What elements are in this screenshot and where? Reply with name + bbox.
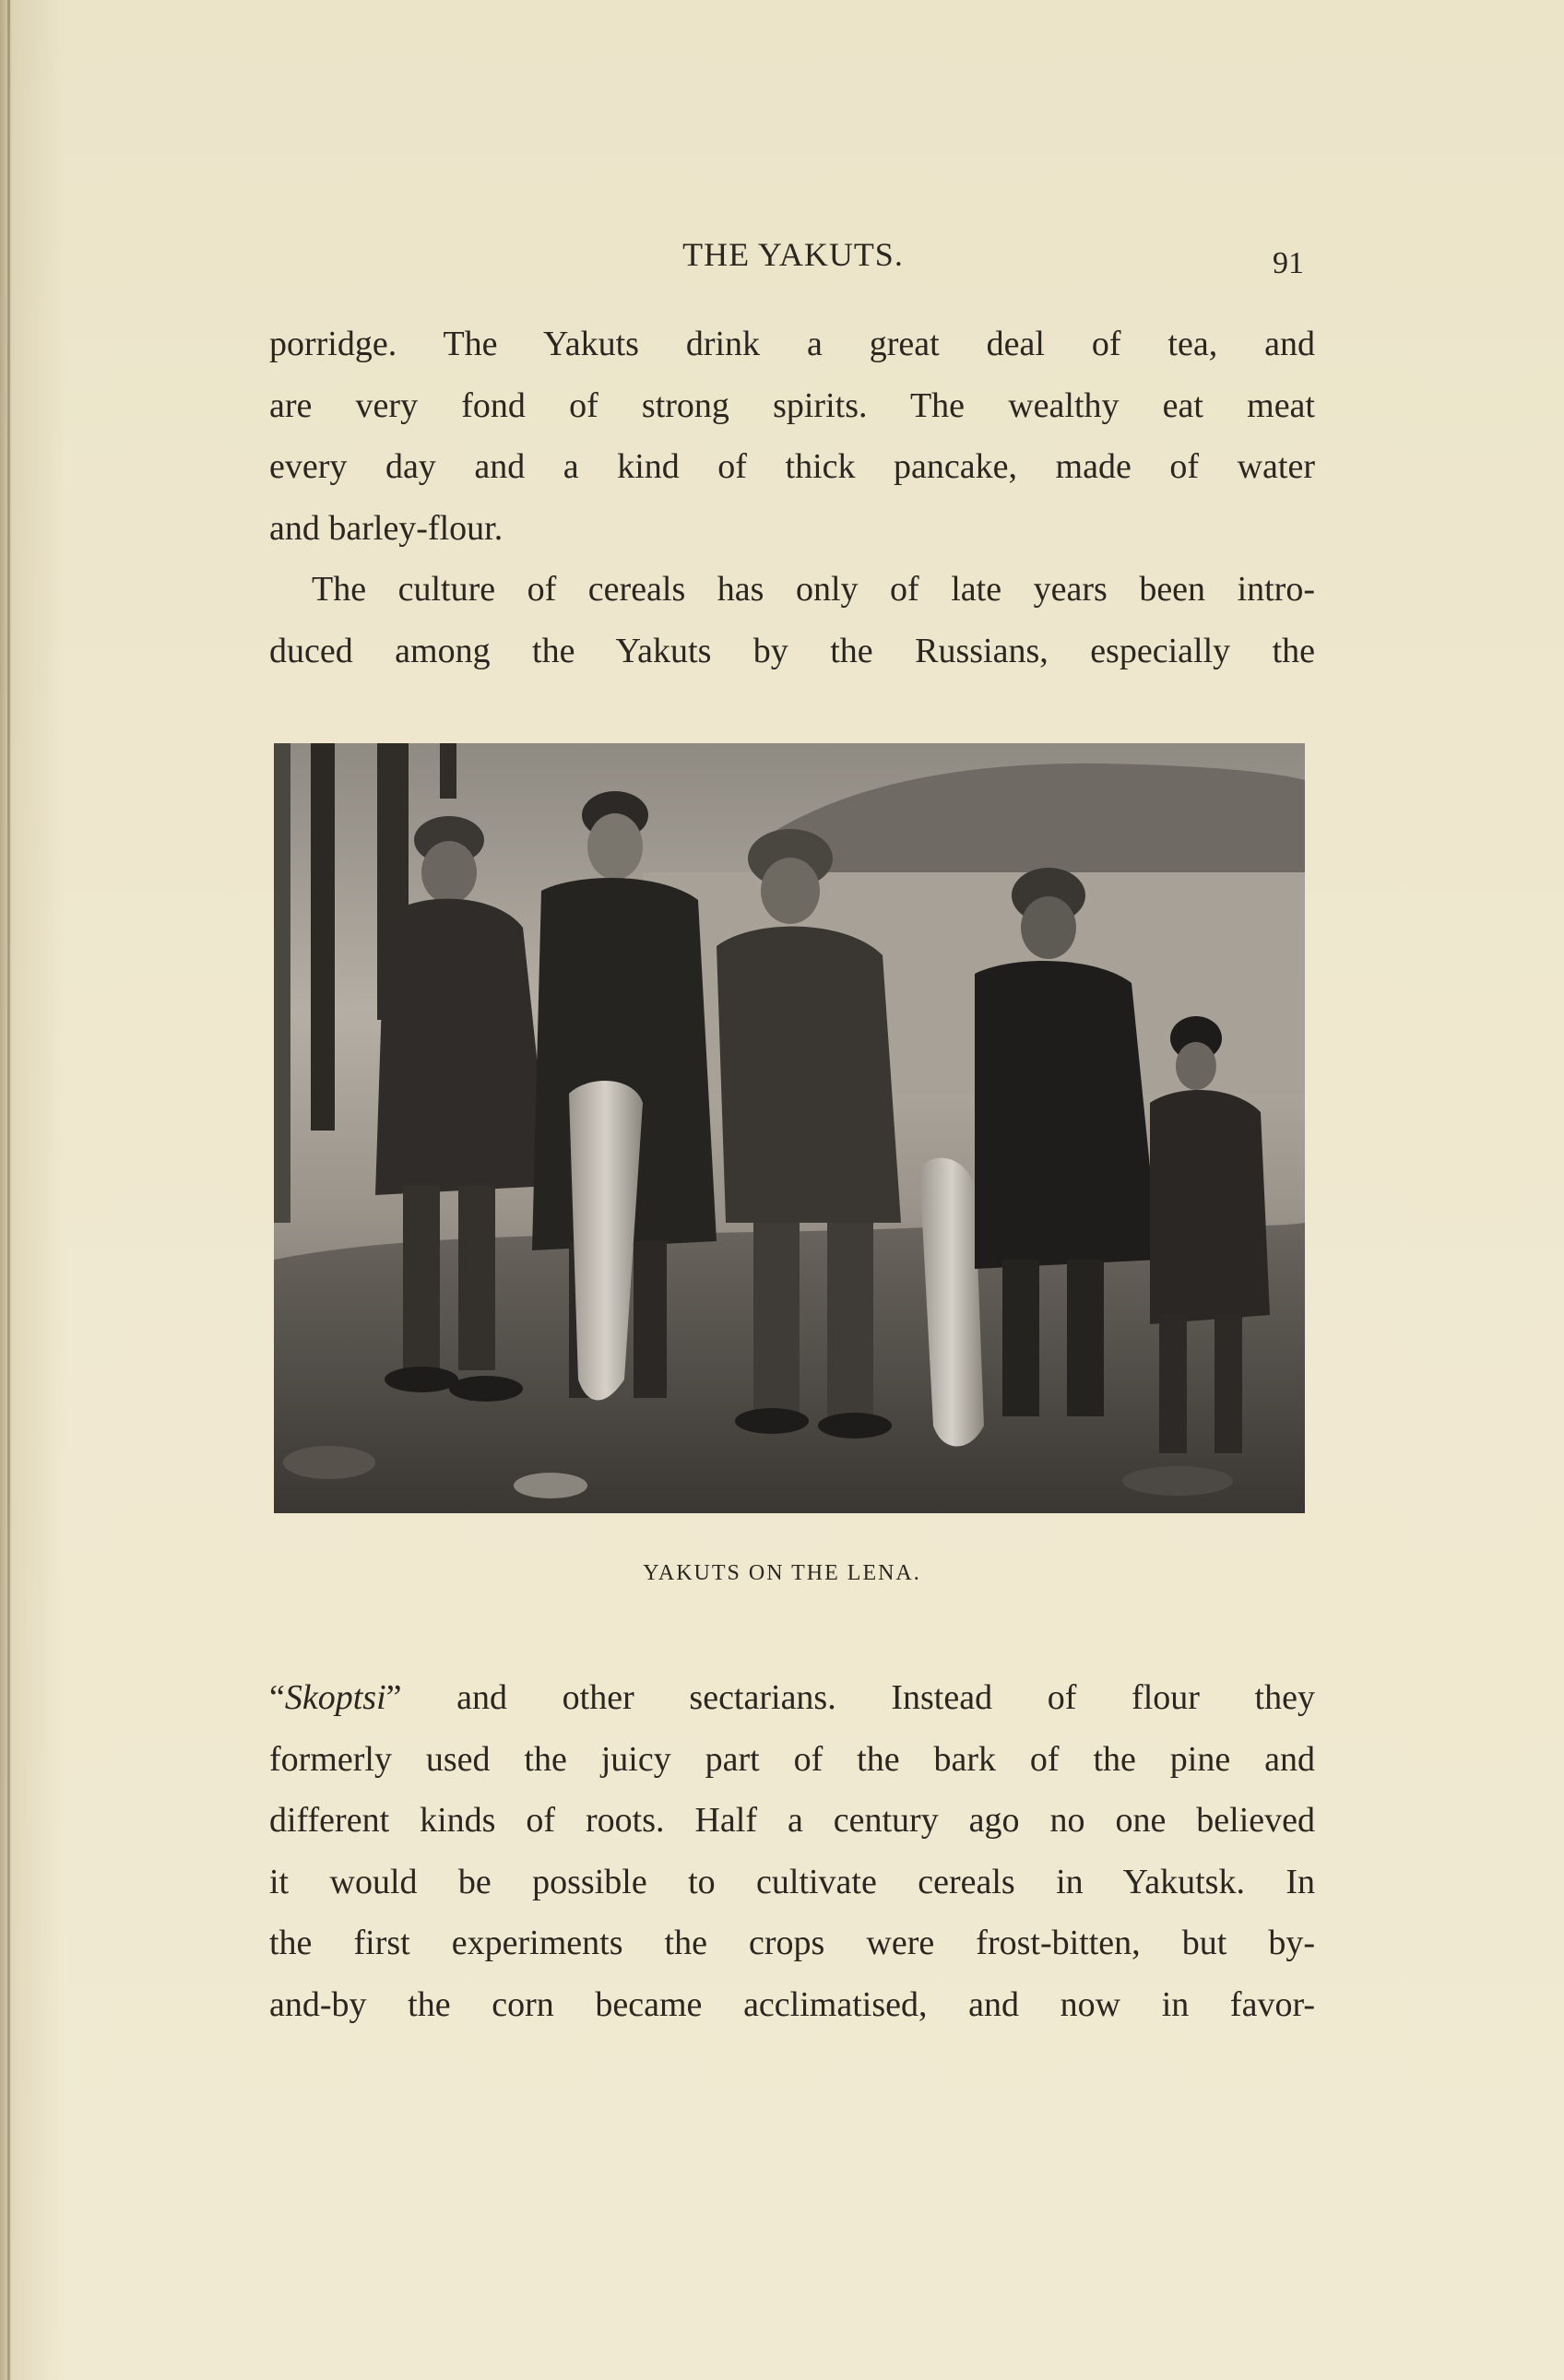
- page-number: 91: [1273, 246, 1304, 280]
- page-spine-shadow: [7, 0, 10, 2380]
- text-line: it would be possible to cultivate cereals in Yakutsk. In: [269, 1862, 1315, 1901]
- text-line: [269, 1667, 1315, 1729]
- text-block-top: [269, 314, 1315, 681]
- text-line: and barley-flour.: [269, 508, 504, 548]
- photograph-image: [274, 743, 1305, 1513]
- text-line: every day and a kind of thick pancake, made of water: [269, 447, 1315, 486]
- text-line: and-by the corn became acclimatised, and now in favor-: [269, 1984, 1315, 2024]
- text-line: porridge. The Yakuts drink a great deal of tea, and: [269, 325, 1315, 363]
- text-line: formerly used the juicy part of the bark of the pine and: [269, 1739, 1315, 1779]
- quote-open: “: [269, 1678, 285, 1717]
- text-line: The culture of cereals has only of late years been intro-: [312, 570, 1315, 609]
- photo-caption: YAKUTS ON THE LENA.: [643, 1561, 921, 1585]
- text-block-bottom: [269, 1667, 1315, 2035]
- text-line: are very fond of strong spirits. The wealthy eat meat: [269, 385, 1315, 425]
- text-line-rest: ” and other sectarians. Instead of flour they: [385, 1678, 1315, 1717]
- italic-term: Skoptsi: [284, 1678, 386, 1717]
- photograph: [274, 743, 1305, 1513]
- text-line: the first experiments the crops were frost-bitten, but by-: [269, 1924, 1315, 1962]
- text-line: different kinds of roots. Half a century ago no one believed: [269, 1801, 1315, 1840]
- text-line: duced among the Yakuts by the Russians, especially the: [269, 631, 1315, 670]
- running-title: THE YAKUTS.: [682, 236, 904, 273]
- running-head: [0, 235, 1564, 281]
